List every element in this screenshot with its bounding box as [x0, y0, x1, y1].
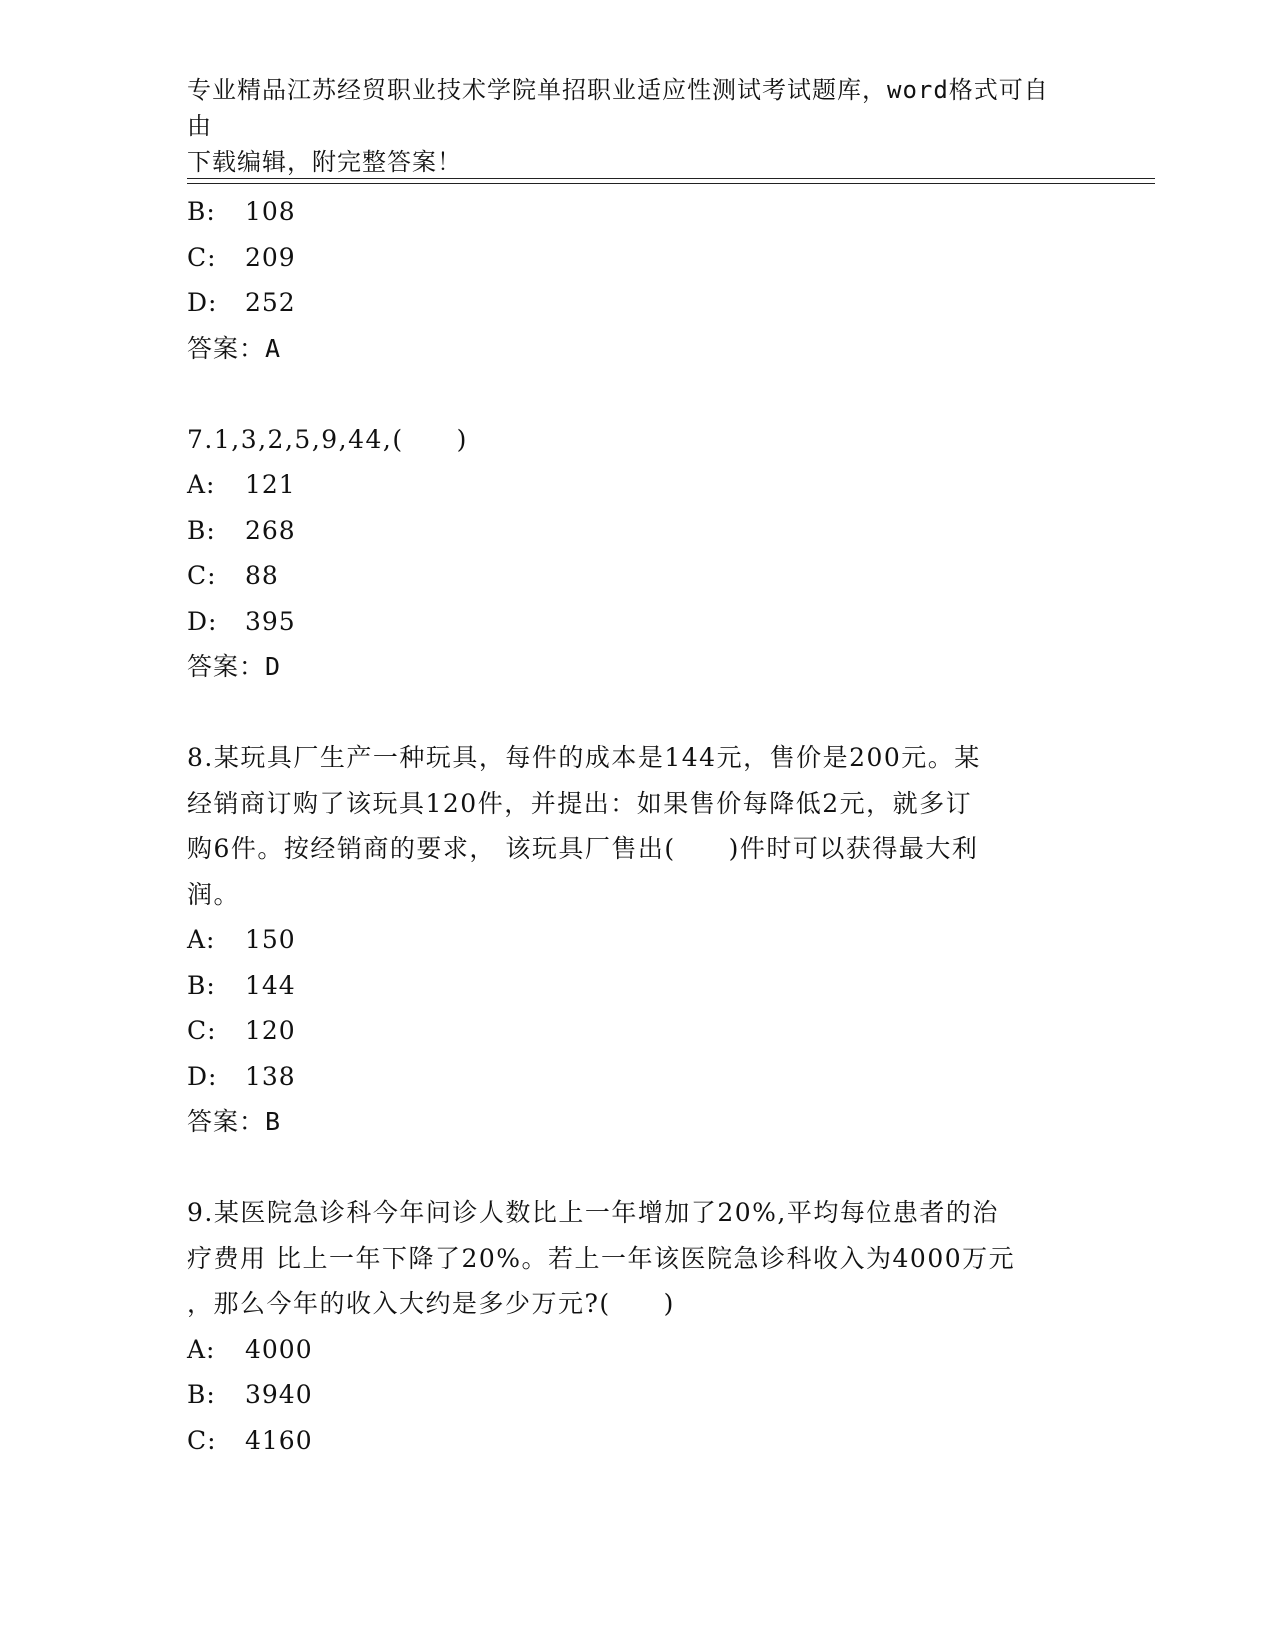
option-c	[187, 553, 1087, 599]
question-text-line: 8.某玩具厂生产一种玩具，每件的成本是144元，售价是200元。某	[187, 743, 981, 772]
question-text-line: 疗费用 比上一年下降了20%。若上一年该医院急诊科收入为4000万元	[187, 1243, 1016, 1273]
question-text-line: 润。	[187, 879, 241, 909]
question-6-tail	[187, 189, 1087, 371]
option-value: 120	[245, 1016, 296, 1045]
question-8	[187, 735, 1087, 1145]
option-value: 395	[245, 606, 296, 636]
option-letter: C:	[187, 242, 217, 272]
option-value: 150	[245, 925, 296, 954]
spacer	[187, 1145, 1087, 1191]
option-b	[187, 508, 1087, 554]
option-c	[187, 235, 1087, 281]
option-letter: B:	[187, 197, 216, 226]
option-value: 108	[245, 197, 296, 226]
question-text-line: ，那么今年的收入大约是多少万元?( )	[187, 1289, 675, 1318]
option-letter: C:	[187, 1425, 217, 1455]
option-value: 209	[245, 242, 296, 272]
option-letter: B:	[187, 515, 216, 545]
header-divider-top	[187, 178, 1155, 179]
header-line-1: 专业精品江苏经贸职业技术学院单招职业适应性测试考试题库，word格式可自由	[187, 76, 1049, 140]
option-value: 268	[245, 515, 296, 545]
option-letter: B:	[187, 970, 216, 1000]
option-value: 4000	[245, 1334, 313, 1364]
question-text	[187, 735, 1067, 917]
option-a	[187, 462, 1087, 508]
option-value: 138	[245, 1061, 296, 1091]
option-c	[187, 1008, 1087, 1054]
question-text	[187, 417, 1067, 463]
option-letter: A:	[187, 1334, 216, 1364]
option-b	[187, 1372, 1087, 1418]
header-divider-bottom	[187, 183, 1155, 184]
question-text	[187, 1190, 1067, 1327]
option-value: 3940	[245, 1380, 313, 1409]
option-a	[187, 917, 1087, 963]
option-letter: A:	[187, 470, 216, 499]
option-letter: C:	[187, 1016, 217, 1045]
option-letter: D:	[187, 1061, 218, 1091]
question-list	[187, 189, 1087, 1463]
option-b	[187, 963, 1087, 1009]
spacer	[187, 690, 1087, 736]
option-d	[187, 599, 1087, 645]
option-c	[187, 1418, 1087, 1464]
option-d	[187, 280, 1087, 326]
option-d	[187, 1054, 1087, 1100]
question-text-line: 购6件。按经销商的要求， 该玩具厂售出( )件时可以获得最大利	[187, 834, 979, 863]
answer-line: 答案：B	[187, 1107, 282, 1136]
answer-line: 答案：A	[187, 333, 282, 363]
question-9	[187, 1190, 1087, 1463]
option-a	[187, 1327, 1087, 1373]
option-letter: B:	[187, 1380, 216, 1409]
option-letter: C:	[187, 561, 217, 590]
header-line-2: 下载编辑，附完整答案！	[187, 148, 462, 176]
question-7	[187, 417, 1087, 690]
option-letter: D:	[187, 288, 218, 317]
option-value: 252	[245, 288, 296, 317]
spacer	[187, 371, 1087, 417]
question-text-line: 9.某医院急诊科今年问诊人数比上一年增加了20%,平均每位患者的治	[187, 1198, 999, 1227]
option-b	[187, 189, 1087, 235]
option-value: 4160	[245, 1425, 313, 1455]
answer-line: 答案：D	[187, 652, 282, 681]
option-value: 144	[245, 970, 296, 1000]
question-text-line: 经销商订购了该玩具120件，并提出：如果售价每降低2元，就多订	[187, 788, 973, 818]
option-value: 121	[245, 470, 296, 499]
option-letter: D:	[187, 606, 218, 636]
question-text-line: 7.1,3,2,5,9,44,( )	[187, 424, 468, 454]
document-header	[187, 72, 1067, 180]
option-letter: A:	[187, 925, 216, 954]
option-value: 88	[245, 561, 279, 590]
